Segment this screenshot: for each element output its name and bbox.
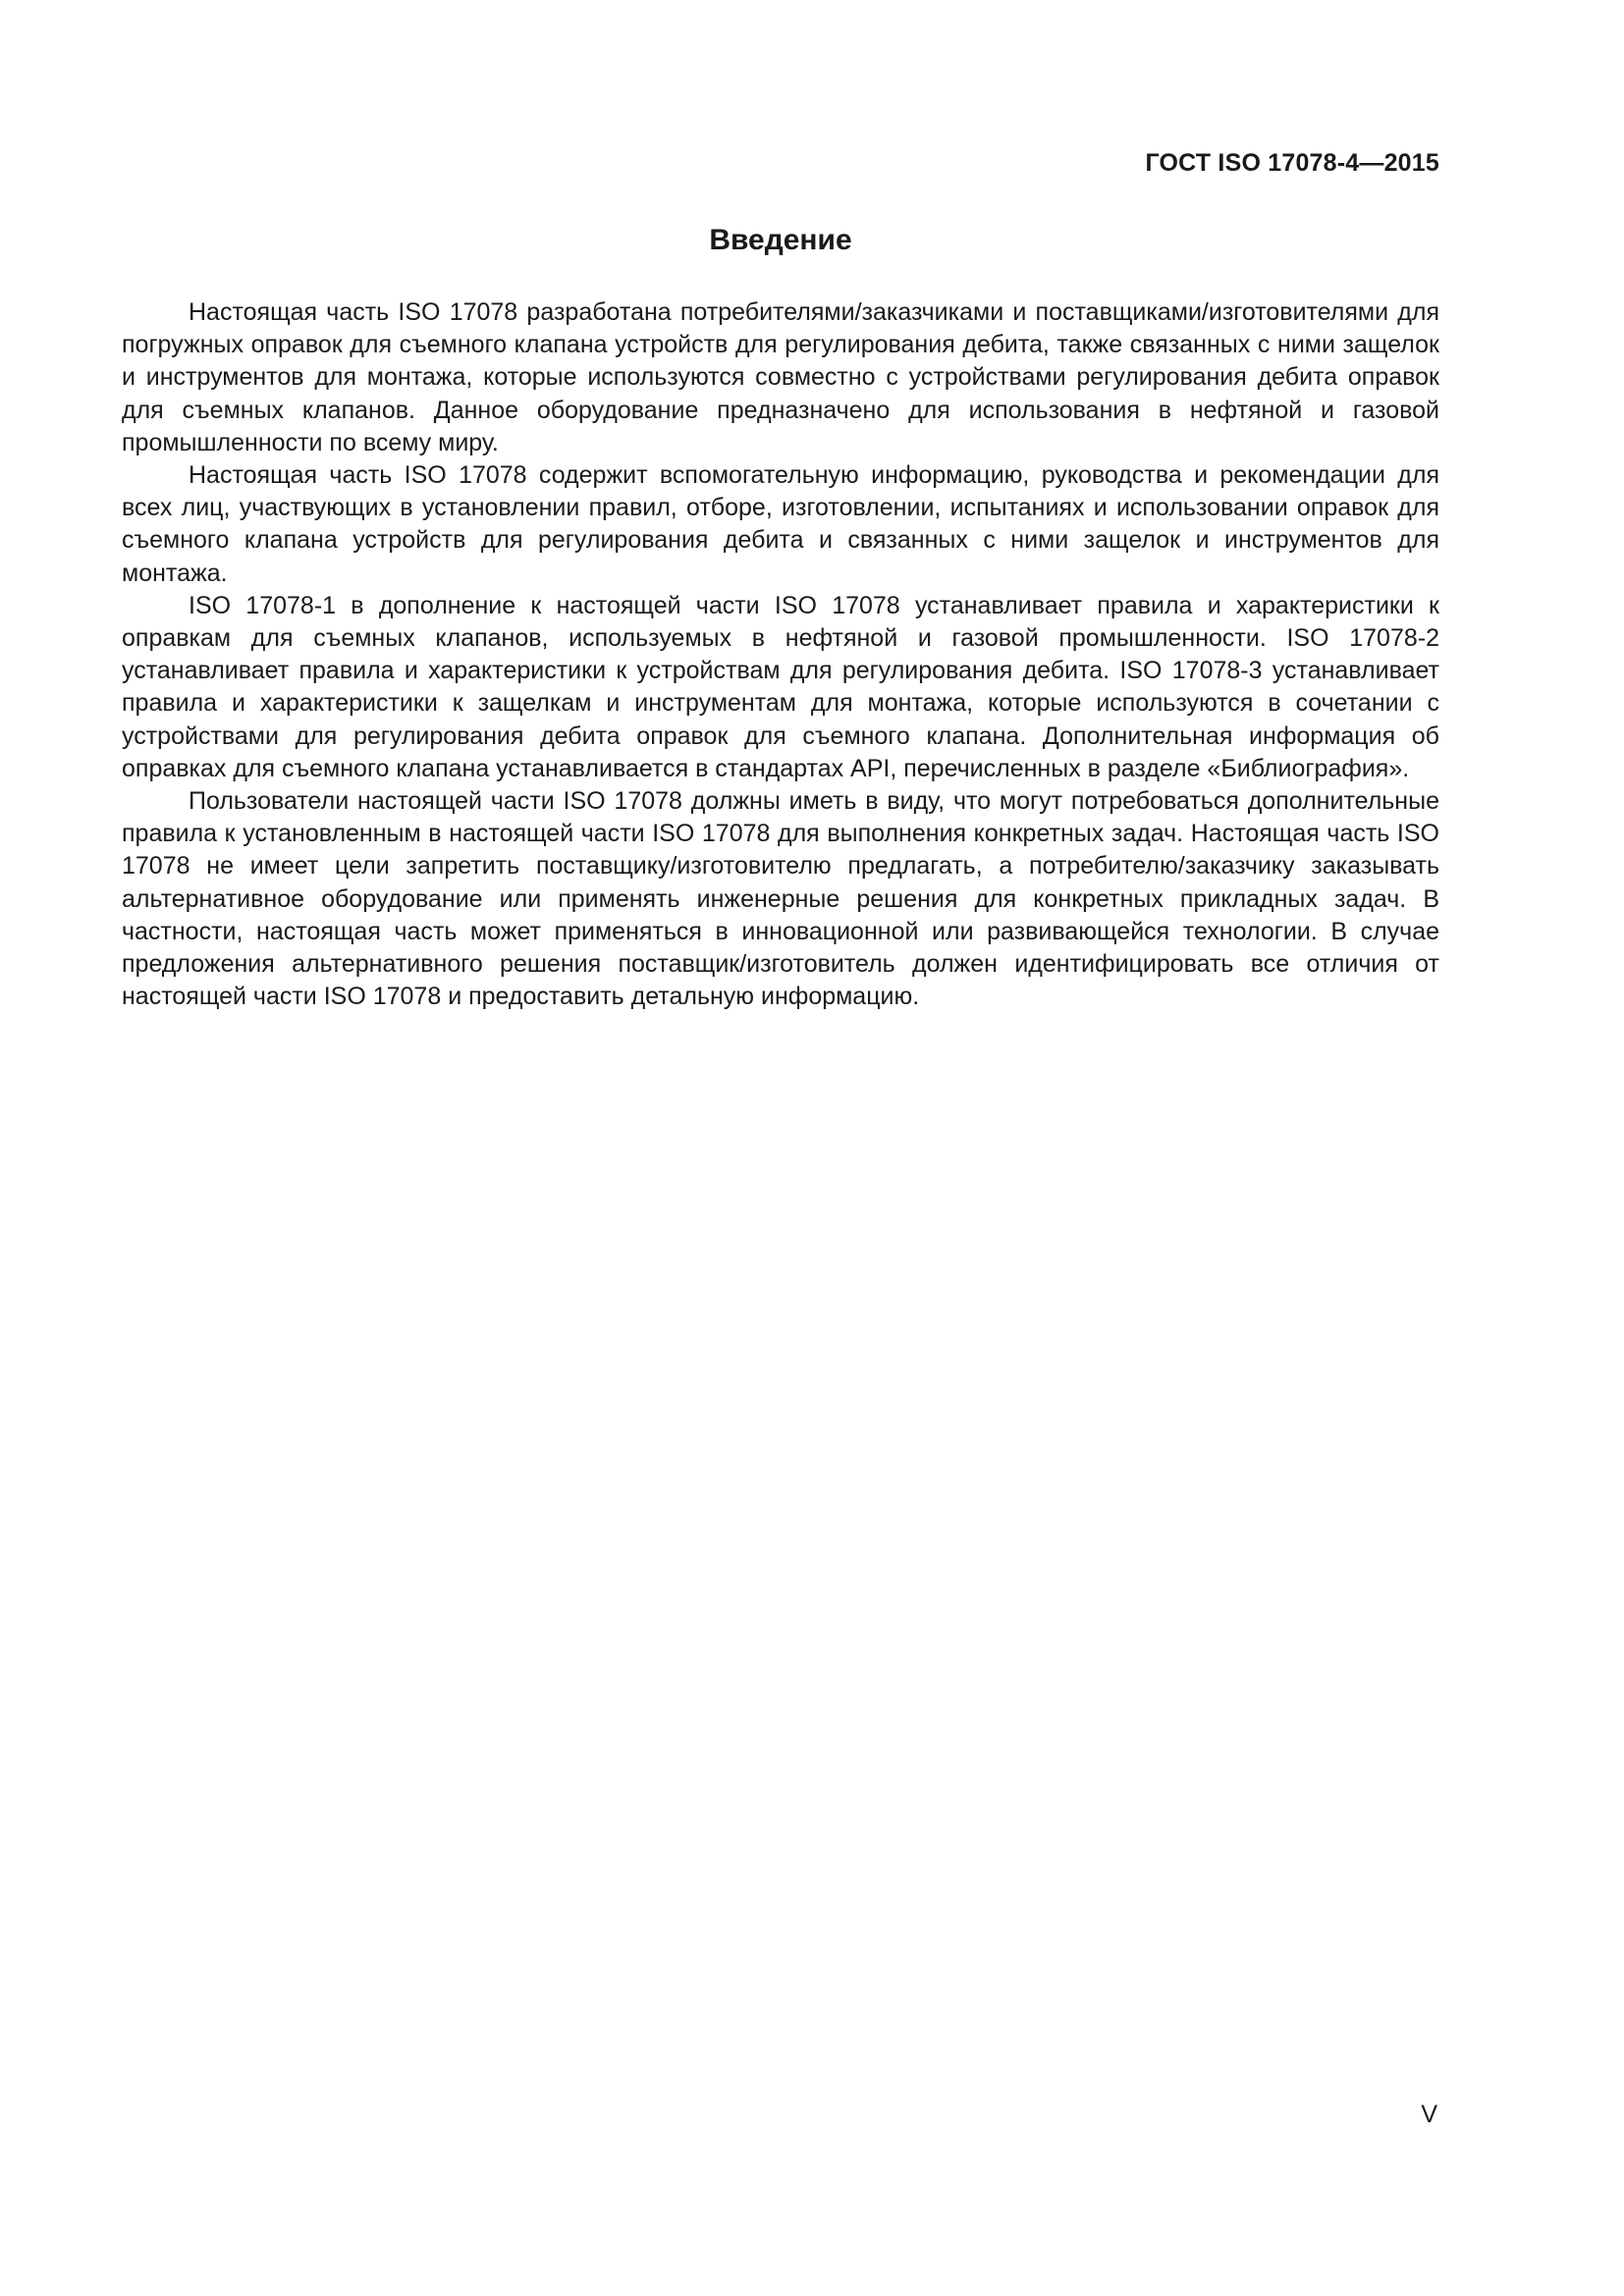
standard-code-header: ГОСТ ISO 17078-4—2015 (1145, 149, 1439, 177)
section-title: Введение (709, 224, 852, 256)
paragraph-4: Пользователи настоящей части ISO 17078 должны иметь в виду, что могут потребоваться дополнительные правила к установленным в настоящей части ISO 17078 для выполнения конкретных задач. Настоящая часть ISO 17078 не имеет цели запретить поставщику/изготовителю предлагать, а потребителю/заказчику заказывать альтернативное оборудование или применять инженерные решения для конкретных прикладных задач. В частности, настоящая часть может применяться в инновационной или развивающейся технологии. В случае предложения альтернативного решения поставщик/изготовитель должен идентифицировать все отличия от настоящей части ISO 17078 и предоставить детальную информацию. (122, 787, 1439, 1011)
page-number: V (1421, 2101, 1437, 2128)
body-text (122, 296, 1439, 1013)
paragraph-2: Настоящая часть ISO 17078 содержит вспомогательную информацию, руководства и рекомендации для всех лиц, участвующих в установлении правил, отборе, изготовлении, испытаниях и использовании оправок для съемного клапана устройств для регулирования дебита и связанных с ними защелок и инструментов для монтажа. (122, 461, 1439, 587)
paragraph-3: ISO 17078-1 в дополнение к настоящей части ISO 17078 устанавливает правила и характеристики к оправкам для съемных клапанов, используемых в нефтяной и газовой промышленности. ISO 17078-2 устанавливает правила и характеристики к устройствам для регулирования дебита. ISO 17078-3 устанавливает правила и характеристики к защелкам и инструментам для монтажа, которые используются в сочетании с устройствами для регулирования дебита оправок для съемного клапана. Дополнительная информация об оправках для съемного клапана устанавливается в стандартах API, перечисленных в разделе «Библиография». (122, 591, 1439, 782)
paragraph-1: Настоящая часть ISO 17078 разработана потребителями/заказчиками и поставщиками/изготовителями для погружных оправок для съемного клапана устройств для регулирования дебита, также связанных с ними защелок и инструментов для монтажа, которые используются совместно с устройствами регулирования дебита оправок для съемных клапанов. Данное оборудование предназначено для использования в нефтяной и газовой промышленности по всему миру. (122, 298, 1439, 456)
